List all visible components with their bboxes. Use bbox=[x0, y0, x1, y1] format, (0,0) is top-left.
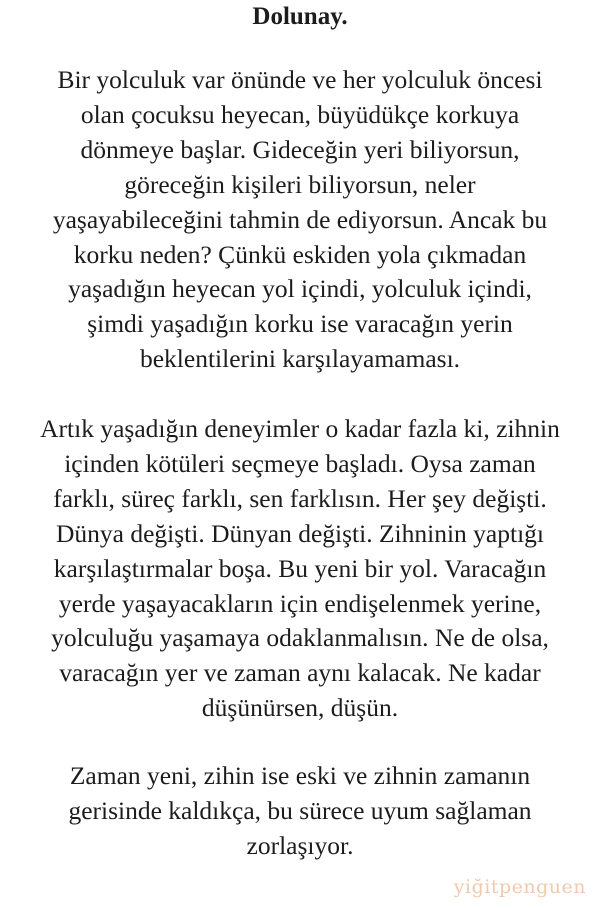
paragraph-line: şimdi yaşadığın korku ise varacağın yerin bbox=[87, 309, 513, 339]
paragraph-line: beklentilerini karşılayamaması. bbox=[139, 344, 461, 374]
paragraph-line: içinden kötüleri seçmeye başladı. Oysa zaman bbox=[64, 448, 536, 478]
paragraph-line: korku neden? Çünkü eskiden yola çıkmadan bbox=[73, 239, 527, 269]
paragraph-line: karşılaştırmalar boşa. Bu yeni bir yol. Varacağın bbox=[53, 553, 547, 583]
paragraph-line: yerde yaşayacakların için endişelenmek yerine, bbox=[58, 588, 542, 618]
paragraph-line: varacağın yer ve zaman aynı kalacak. Ne kadar bbox=[59, 658, 541, 688]
paragraph-line: Dünya değişti. Dünyan değişti. Zihninin yaptığı bbox=[56, 518, 544, 548]
paragraph-line: yaşadığın heyecan yol içindi, yolculuk içindi, bbox=[68, 274, 532, 304]
paragraph-line: Bir yolculuk var önünde ve her yolculuk öncesi bbox=[57, 65, 543, 94]
paragraph-line: göreceğin kişileri biliyorsun, neler bbox=[124, 169, 476, 199]
paragraph-line: Zaman yeni, zihin ise eski ve zihnin zamanın bbox=[69, 761, 531, 790]
paragraph-line: yolculuğu yaşamaya odaklanmalısın. Ne de olsa, bbox=[51, 623, 549, 653]
document-title: Dolunay. bbox=[252, 3, 348, 30]
paragraph-line: Artık yaşadığın deneyimler o kadar fazla ki, zihnin bbox=[40, 414, 560, 443]
paragraph-2 bbox=[0, 412, 600, 726]
paragraph-line: düşünürsen, düşün. bbox=[201, 693, 399, 723]
paragraph-line: yaşayabileceğini tahmin de ediyorsun. Ancak bu bbox=[52, 204, 548, 234]
paragraph-line: farklı, süreç farklı, sen farklısın. Her şey değişti. bbox=[53, 483, 547, 513]
paragraph-line: zorlaşıyor. bbox=[246, 830, 354, 860]
watermark-logo: yiğitpenguen bbox=[453, 876, 586, 898]
paragraph-line: dönmeye başlar. Gideceğin yeri biliyorsun, bbox=[80, 134, 520, 164]
paragraph-line: olan çocuksu heyecan, büyüdükçe korkuya bbox=[80, 99, 520, 129]
paragraph-1 bbox=[0, 63, 600, 377]
paragraph-3 bbox=[0, 759, 600, 864]
paragraph-line: gerisinde kaldıkça, bu sürece uyum sağlaman bbox=[68, 795, 532, 825]
